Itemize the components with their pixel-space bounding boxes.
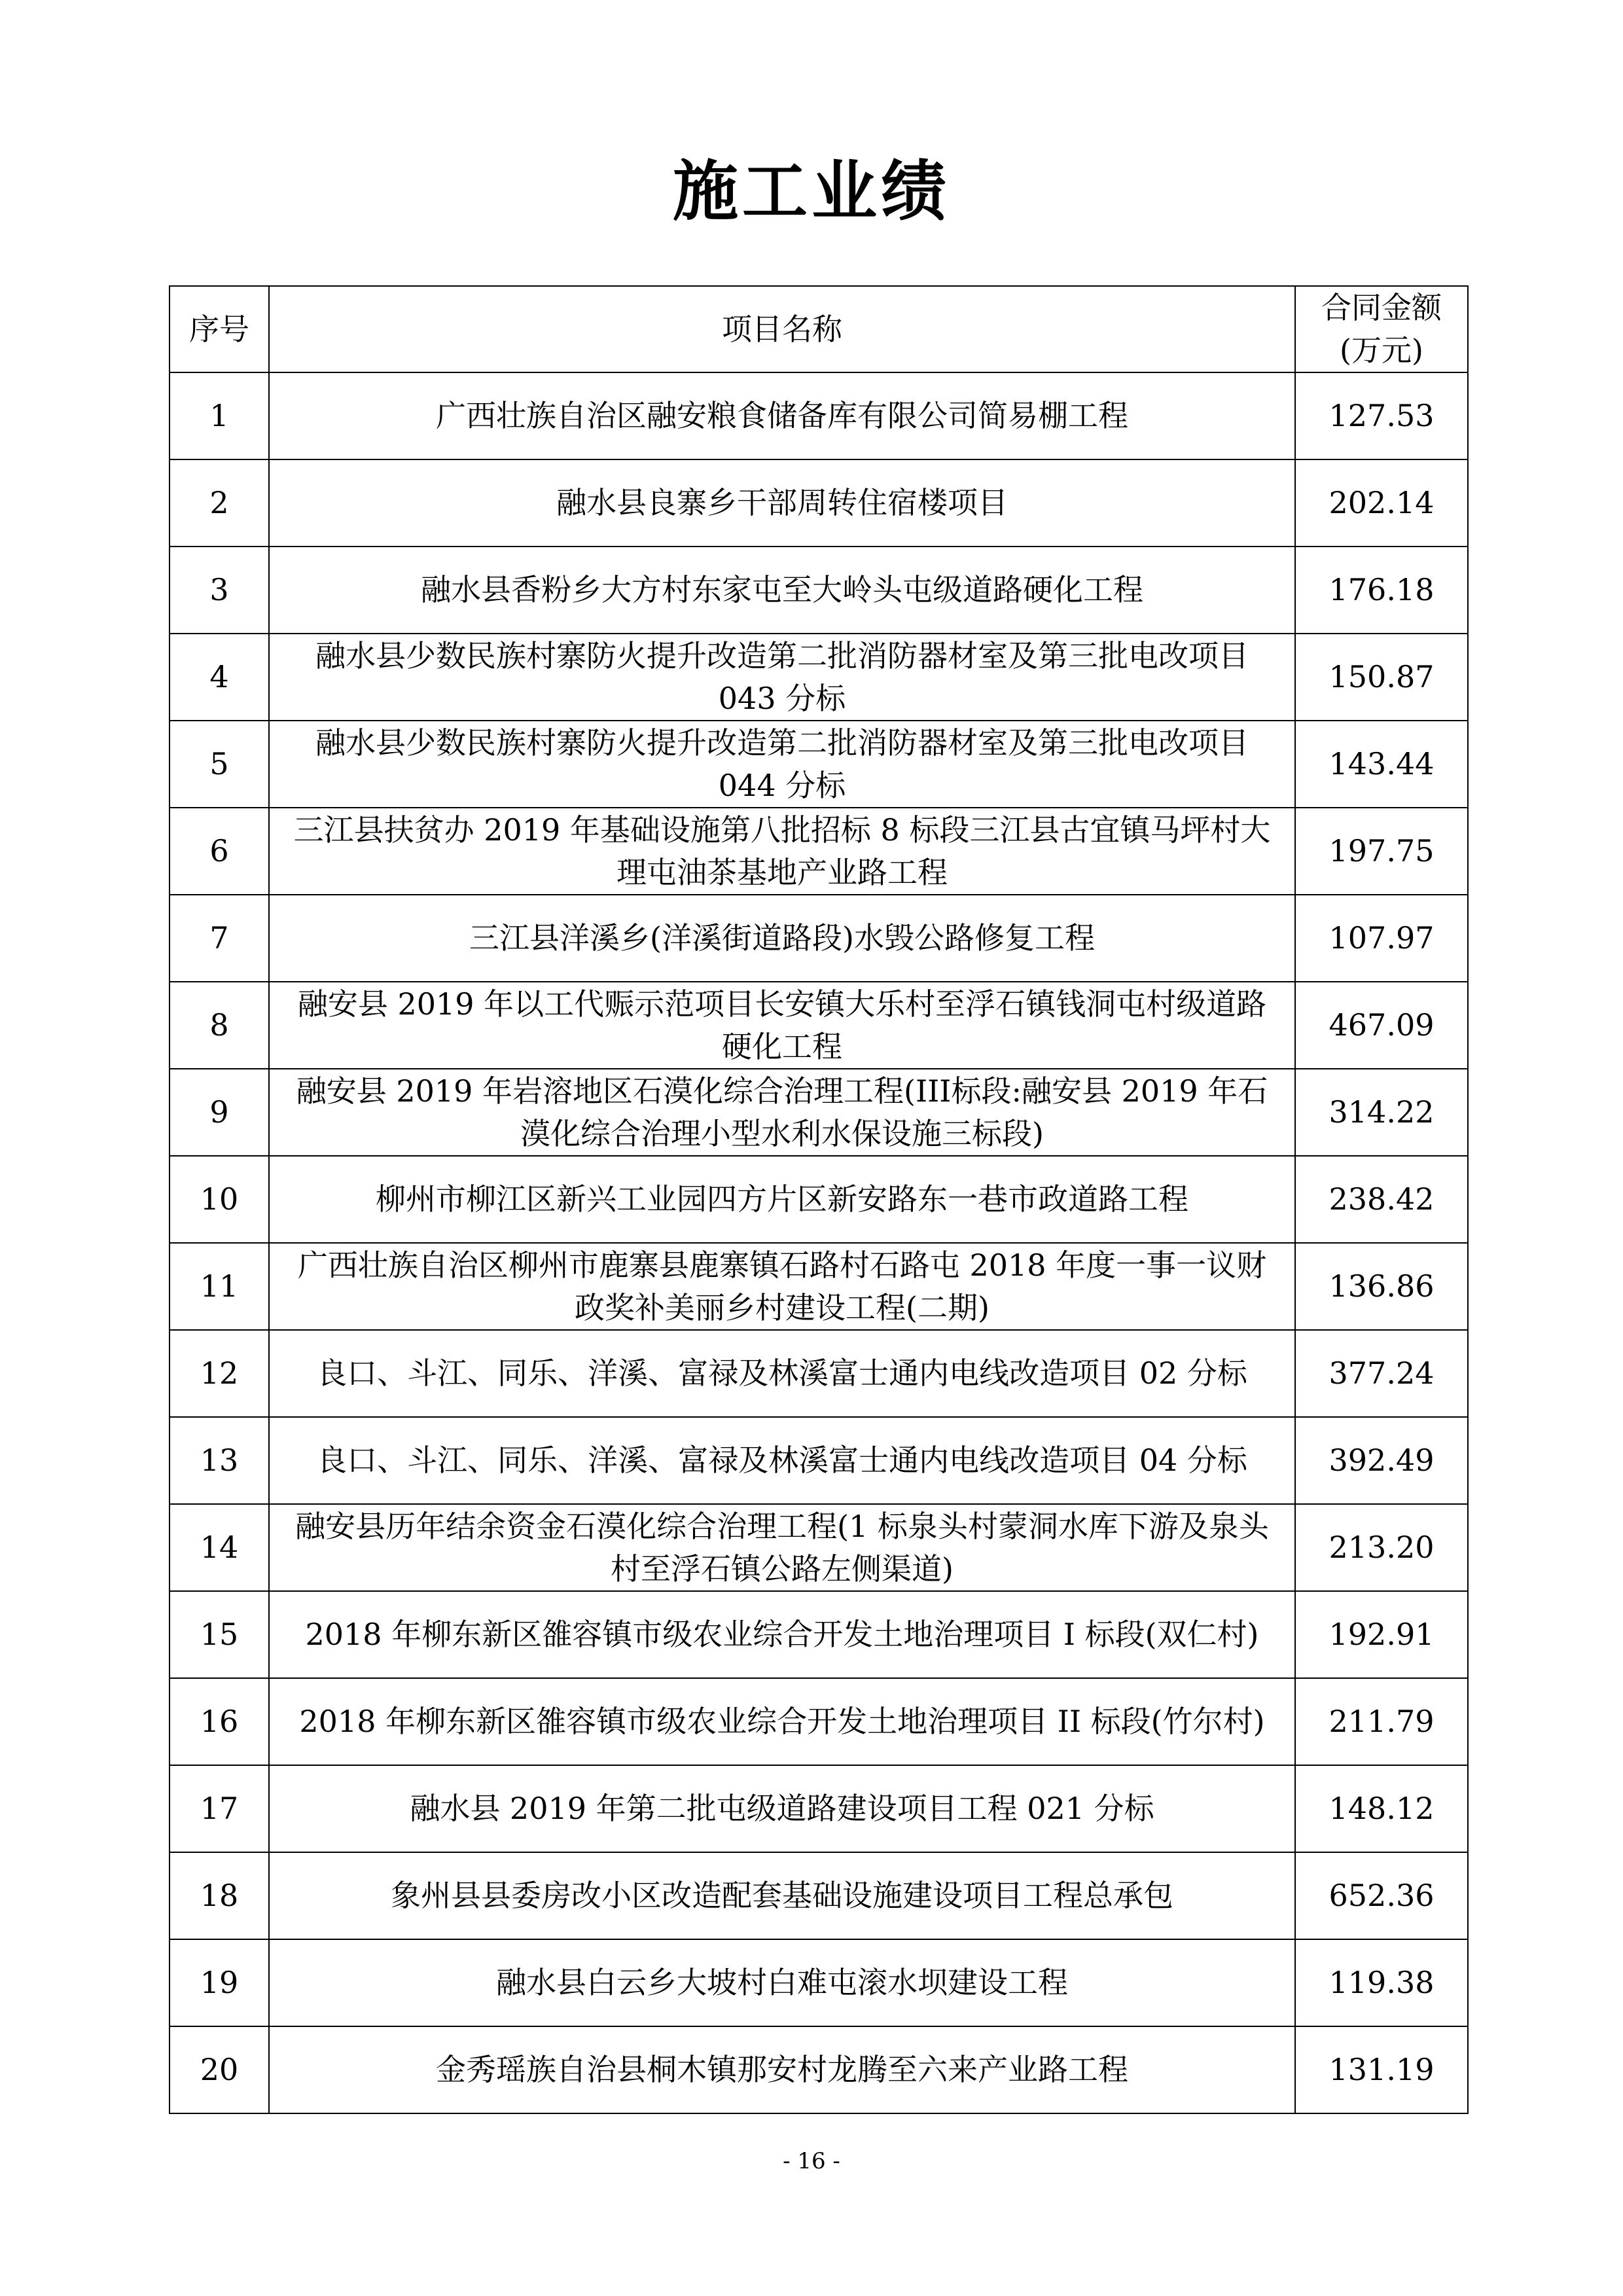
- table-row: [169, 634, 1468, 721]
- project-name-cell: 三江县扶贫办 2019 年基础设施第八批招标 8 标段三江县古宜镇马坪村大理屯油茶基地产业路工程: [269, 808, 1295, 895]
- contract-amount-cell: 192.91: [1295, 1591, 1468, 1678]
- row-number-cell: 13: [169, 1417, 269, 1504]
- table-row: [169, 547, 1468, 634]
- header-amount-line1: 合同金额: [1321, 290, 1442, 325]
- header-name: 项目名称: [269, 286, 1295, 372]
- header-no: 序号: [169, 286, 269, 372]
- row-number-cell: 4: [169, 634, 269, 721]
- contract-amount-cell: 136.86: [1295, 1243, 1468, 1330]
- row-number-cell: 10: [169, 1156, 269, 1243]
- header-amount-line2: (万元): [1340, 332, 1423, 368]
- contract-amount-cell: 377.24: [1295, 1330, 1468, 1417]
- project-name-cell: 金秀瑶族自治县桐木镇那安村龙腾至六来产业路工程: [269, 2026, 1295, 2113]
- table-row: [169, 459, 1468, 547]
- table-row: [169, 721, 1468, 808]
- table-row: [169, 1591, 1468, 1678]
- table-row: [169, 372, 1468, 459]
- row-number-cell: 19: [169, 1939, 269, 2026]
- contract-amount-cell: 467.09: [1295, 982, 1468, 1069]
- table-row: [169, 1678, 1468, 1765]
- row-number-cell: 3: [169, 547, 269, 634]
- table-row: [169, 1939, 1468, 2026]
- project-name-cell: 融水县香粉乡大方村东家屯至大岭头屯级道路硬化工程: [269, 547, 1295, 634]
- contract-amount-cell: 176.18: [1295, 547, 1468, 634]
- row-number-cell: 18: [169, 1852, 269, 1939]
- table-header-row: [169, 286, 1468, 372]
- project-name-cell: 2018 年柳东新区雒容镇市级农业综合开发土地治理项目 I 标段(双仁村): [269, 1591, 1295, 1678]
- contract-amount-cell: 202.14: [1295, 459, 1468, 547]
- row-number-cell: 14: [169, 1504, 269, 1591]
- project-name-cell: 融水县 2019 年第二批屯级道路建设项目工程 021 分标: [269, 1765, 1295, 1852]
- contract-amount-cell: 127.53: [1295, 372, 1468, 459]
- contract-amount-cell: 238.42: [1295, 1156, 1468, 1243]
- contract-amount-cell: 392.49: [1295, 1417, 1468, 1504]
- contract-amount-cell: 131.19: [1295, 2026, 1468, 2113]
- row-number-cell: 8: [169, 982, 269, 1069]
- contract-amount-cell: 213.20: [1295, 1504, 1468, 1591]
- row-number-cell: 6: [169, 808, 269, 895]
- row-number-cell: 9: [169, 1069, 269, 1156]
- table-row: [169, 1417, 1468, 1504]
- contract-amount-cell: 211.79: [1295, 1678, 1468, 1765]
- row-number-cell: 15: [169, 1591, 269, 1678]
- project-name-cell: 融水县白云乡大坡村白难屯滚水坝建设工程: [269, 1939, 1295, 2026]
- header-amount: [1295, 286, 1468, 372]
- contract-amount-cell: 652.36: [1295, 1852, 1468, 1939]
- contract-amount-cell: 150.87: [1295, 634, 1468, 721]
- contract-amount-cell: 119.38: [1295, 1939, 1468, 2026]
- project-name-cell: 融安县历年结余资金石漠化综合治理工程(1 标泉头村蒙洞水库下游及泉头村至浮石镇公路左侧渠道): [269, 1504, 1295, 1591]
- page-title: 施工业绩: [673, 153, 950, 230]
- contract-amount-cell: 197.75: [1295, 808, 1468, 895]
- row-number-cell: 1: [169, 372, 269, 459]
- row-number-cell: 7: [169, 895, 269, 982]
- project-name-cell: 良口、斗江、同乐、洋溪、富禄及林溪富士通内电线改造项目 02 分标: [269, 1330, 1295, 1417]
- project-name-cell: 三江县洋溪乡(洋溪街道路段)水毁公路修复工程: [269, 895, 1295, 982]
- table-row: [169, 895, 1468, 982]
- table-row: [169, 1330, 1468, 1417]
- row-number-cell: 17: [169, 1765, 269, 1852]
- project-name-cell: 广西壮族自治区柳州市鹿寨县鹿寨镇石路村石路屯 2018 年度一事一议财政奖补美丽乡村建设工程(二期): [269, 1243, 1295, 1330]
- project-name-cell: 融安县 2019 年岩溶地区石漠化综合治理工程(III标段:融安县 2019 年石漠化综合治理小型水利水保设施三标段): [269, 1069, 1295, 1156]
- table-row: [169, 1504, 1468, 1591]
- project-name-cell: 融水县良寨乡干部周转住宿楼项目: [269, 459, 1295, 547]
- project-name-cell: 融水县少数民族村寨防火提升改造第二批消防器材室及第三批电改项目 044 分标: [269, 721, 1295, 808]
- contract-amount-cell: 143.44: [1295, 721, 1468, 808]
- row-number-cell: 2: [169, 459, 269, 547]
- row-number-cell: 20: [169, 2026, 269, 2113]
- table-row: [169, 808, 1468, 895]
- project-name-cell: 2018 年柳东新区雒容镇市级农业综合开发土地治理项目 II 标段(竹尔村): [269, 1678, 1295, 1765]
- project-name-cell: 融水县少数民族村寨防火提升改造第二批消防器材室及第三批电改项目 043 分标: [269, 634, 1295, 721]
- page-number: - 16 -: [783, 2148, 840, 2174]
- table-row: [169, 982, 1468, 1069]
- performance-table: [169, 285, 1469, 2114]
- row-number-cell: 12: [169, 1330, 269, 1417]
- table-row: [169, 1765, 1468, 1852]
- contract-amount-cell: 314.22: [1295, 1069, 1468, 1156]
- row-number-cell: 5: [169, 721, 269, 808]
- project-name-cell: 良口、斗江、同乐、洋溪、富禄及林溪富士通内电线改造项目 04 分标: [269, 1417, 1295, 1504]
- project-name-cell: 象州县县委房改小区改造配套基础设施建设项目工程总承包: [269, 1852, 1295, 1939]
- project-name-cell: 柳州市柳江区新兴工业园四方片区新安路东一巷市政道路工程: [269, 1156, 1295, 1243]
- contract-amount-cell: 148.12: [1295, 1765, 1468, 1852]
- project-name-cell: 广西壮族自治区融安粮食储备库有限公司简易棚工程: [269, 372, 1295, 459]
- row-number-cell: 11: [169, 1243, 269, 1330]
- row-number-cell: 16: [169, 1678, 269, 1765]
- project-name-cell: 融安县 2019 年以工代赈示范项目长安镇大乐村至浮石镇钱洞屯村级道路硬化工程: [269, 982, 1295, 1069]
- table-row: [169, 2026, 1468, 2113]
- table-row: [169, 1069, 1468, 1156]
- table-row: [169, 1243, 1468, 1330]
- table-row: [169, 1852, 1468, 1939]
- table-row: [169, 1156, 1468, 1243]
- contract-amount-cell: 107.97: [1295, 895, 1468, 982]
